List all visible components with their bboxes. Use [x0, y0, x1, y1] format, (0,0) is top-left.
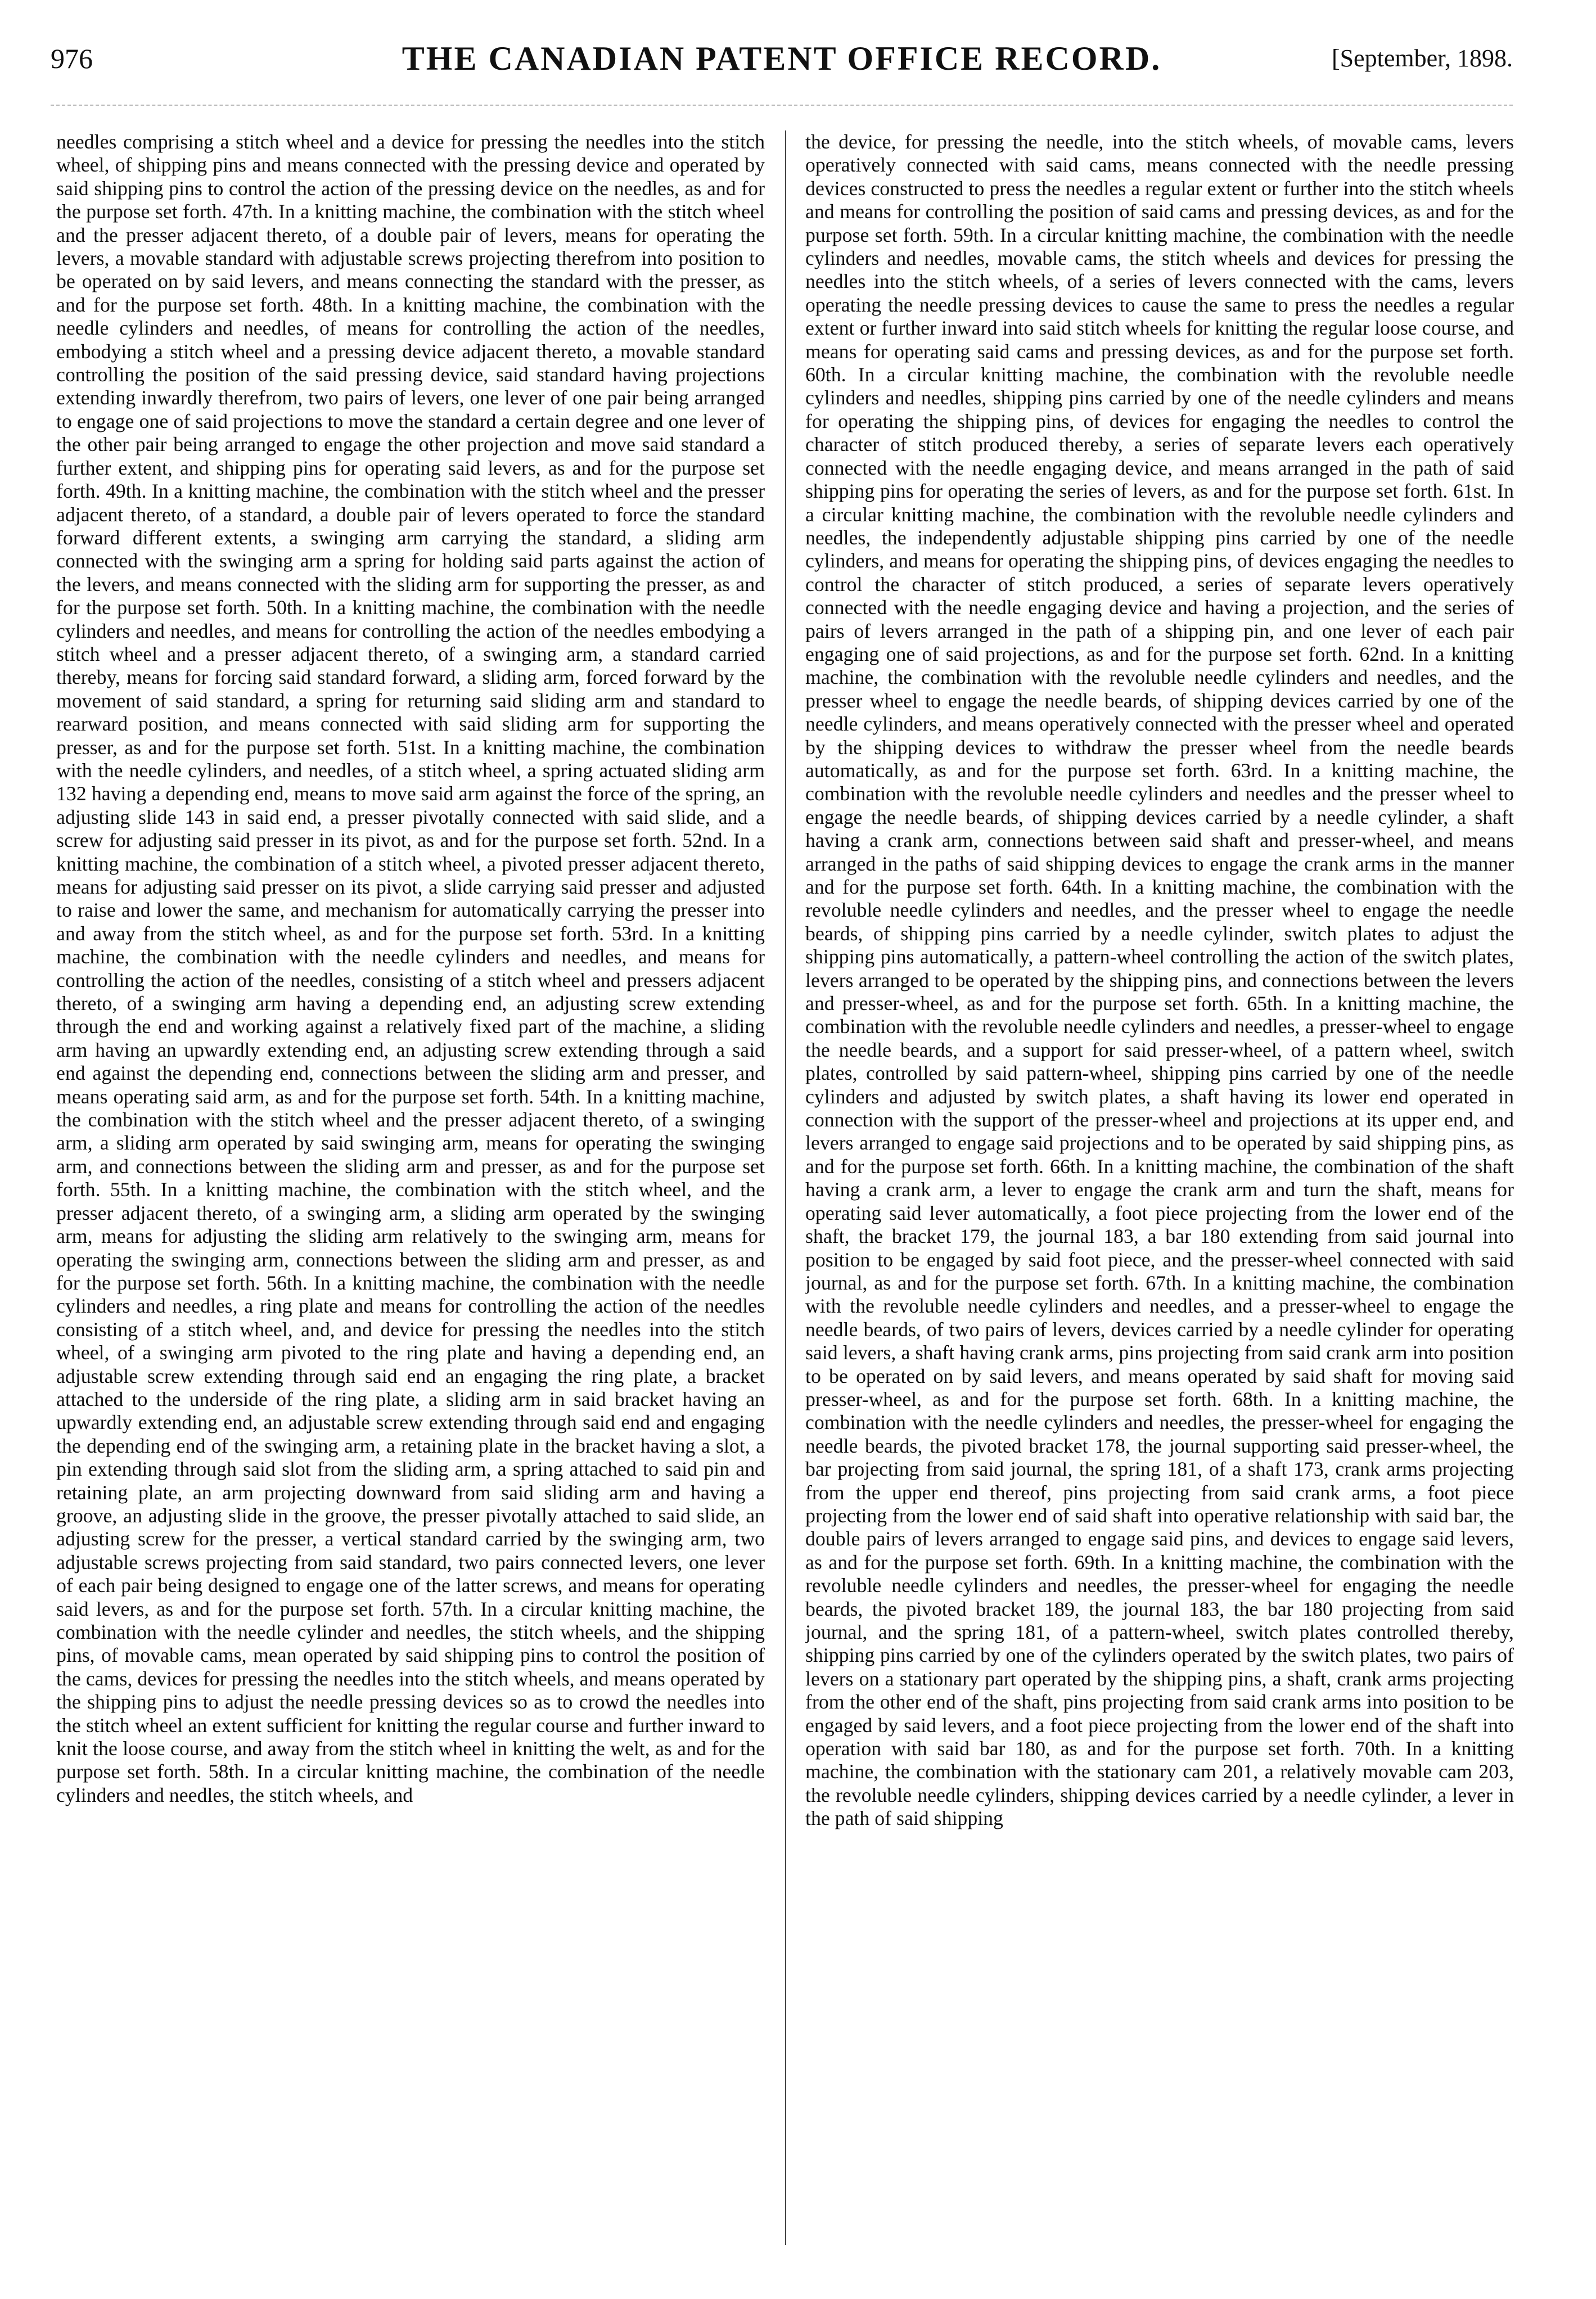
page-number: 976 — [51, 43, 93, 74]
text-column-right — [805, 130, 1514, 2251]
claims-text-right: the device, for pressing the needle, into the stitch wheels, of movable cams, levers operatively connected with said cams, means connected with the needle pressing devices constructed to press the needles a regular extent or further into the stitch wheels and means for controlling the position of said cams and pressing devices, as and for the purpose set forth. 59th. In a circular knitting machine, the combination with the needle cylinders and needles, movable cams, the stitch wheels and devices for pressing the needles into the stitch wheels, of a series of levers connected with the cams, levers operating the needle pressing devices to cause the same to press the needles a regular extent or further inward into said stitch wheels for knitting the regular loose course, and means for operating said cams and pressing devices, as and for the purpose set forth. 60th. In a circular knitting machine, the combination with the revoluble needle cylinders and needles, shipping pins carried by one of the needle cylinders and means for operating the shipping pins, of devices for engaging the needles to control the character of stitch produced thereby, a series of separate levers each operatively connected with the needle engaging device, and means arranged in the path of said shipping pins for operating the series of levers, as and for the purpose set forth. 61st. In a circular knitting machine, the combination with the revoluble needle cylinders and needles, the independently adjustable shipping pins carried by one of the needle cylinders, and means for operating the shipping pins, of devices engaging the needles to control the character of stitch produced, a series of separate levers operatively connected with the needle engaging device and having a projection, and the series of pairs of levers arranged in the path of a shipping pin, and one lever of each pair engaging one of said projections, as and for the purpose set forth. 62nd. In a knitting machine, the combination with the revoluble needle cylinders and needles, and the presser wheel to engage the needle beards, of shipping devices carried by one of the needle cylinders, and means operatively connected with the presser wheel and operated by the shipping devices to withdraw the presser wheel from the needle beards automatically, as and for the purpose set forth. 63rd. In a knitting machine, the combination with the revoluble needle cylinders and needles and the presser wheel to engage the needle beards, of shipping devices carried by a needle cylinder, a shaft having a crank arm, connections between said shaft and presser-wheel, and means arranged in the paths of said shipping devices to engage the crank arms in the manner and for the purpose set forth. 64th. In a knitting machine, the combination with the revoluble needle cylinders and needles, and the presser wheel to engage the needle beards, of shipping pins carried by a needle cylinder, switch plates to adjust the shipping pins automatically, a pattern-wheel controlling the action of the switch plates, levers arranged to be operated by the shipping pins, and connections between the levers and presser-wheel, as and for the purpose set forth. 65th. In a knitting machine, the combination with the revoluble needle cylinders and needles, a presser-wheel to engage the needle beards, and a support for said presser-wheel, of a pattern wheel, switch plates, controlled by said pattern-wheel, shipping pins carried by one of the needle cylinders and adjusted by switch plates, a shaft having its lower end operated in connection with the support of the presser-wheel and projections at its upper end, and levers arranged to engage said projections and to be operated by said shipping pins, as and for the purpose set forth. 66th. In a knitting machine, the combination of the shaft having a crank arm, a lever to engage the crank arm and turn the shaft, means for operating said lever automatically, a foot piece projecting from the lower end of the shaft, the bracket 179, the journal 183, a bar 180 extending from said journal into position to be engaged by said foot piece, and the presser-wheel connected with said journal, as and for the purpose set forth. 67th. In a knitting machine, the combination with the revoluble needle cylinders and needles, and a presser-wheel to engage the needle beards, of two pairs of levers, devices carried by a needle cylinder for operating said levers, a shaft having crank arms, pins projecting from said crank arm into position to be operated on by said levers, and means operated by said shaft for moving said presser-wheel, as and for the purpose set forth. 68th. In a knitting machine, the combination with the needle cylinders and needles, the presser-wheel for engaging the needle beards, the pivoted bracket 178, the journal supporting said presser-wheel, the bar projecting from said journal, the spring 181, of a shaft 173, crank arms projecting from the upper end thereof, pins projecting from said crank arms, a foot piece projecting from the lower end of said shaft into operative relationship with said bar, the double pairs of levers arranged to engage said pins, and devices to engage said levers, as and for the purpose set forth. 69th. In a knitting machine, the combination with the revoluble needle cylinders and needles, the presser-wheel for engaging the needle beards, the pivoted bracket 189, the journal 183, the bar 180 projecting from said journal, and the spring 181, of a pattern-wheel, switch plates controlled thereby, shipping pins carried by one of the cylinders operated by the switch plates, two pairs of levers on a stationary part operated by the shipping pins, a shaft, crank arms projecting from the other end of the shaft, pins projecting from said crank arms into position to be engaged by said levers, and a foot piece projecting from the lower end of the shaft into operation with said bar 180, as and for the purpose set forth. 70th. In a knitting machine, the combination with the stationary cam 201, a relatively movable cam 203, the revoluble needle cylinders, shipping devices carried by a needle cylinder, a lever in the path of said shipping — [805, 130, 1514, 1830]
issue-date: [September, 1898. — [1331, 44, 1513, 72]
page-header — [51, 36, 1513, 81]
journal-title: THE CANADIAN PATENT OFFICE RECORD. — [402, 40, 1162, 77]
header-rule — [51, 105, 1513, 106]
column-divider — [785, 130, 786, 2245]
text-column-left — [56, 130, 765, 2251]
claims-text-left: needles comprising a stitch wheel and a device for pressing the needles into the stitch wheel, of shipping pins and means connected with the pressing device and operated by said shipping pins to control the action of the pressing device on the needles, as and for the purpose set forth. 47th. In a knitting machine, the combination with the stitch wheel and the presser adjacent thereto, of a double pair of levers, means for operating the levers, a movable standard with adjustable screws projecting therefrom into position to be operated on by said levers, and means connecting the standard with the presser, as and for the purpose set forth. 48th. In a knitting machine, the combination with the needle cylinders and needles, of means for controlling the action of the needles, embodying a stitch wheel and a pressing device adjacent thereto, a movable standard controlling the position of the said pressing device, said standard having projections extending inwardly therefrom, two pairs of levers, one lever of one pair being arranged to engage one of said projections to move the standard a certain degree and one lever of the other pair being arranged to engage the other projection and move said standard a further extent, and shipping pins for operating said levers, as and for the purpose set forth. 49th. In a knitting machine, the combination with the stitch wheel and the presser adjacent thereto, of a standard, a double pair of levers operated to force the standard forward different extents, a swinging arm carrying the standard, a sliding arm connected with the swinging arm a spring for holding said parts against the action of the levers, and means connected with the sliding arm for supporting the presser, as and for the purpose set forth. 50th. In a knitting machine, the combination with the needle cylinders and needles, and means for controlling the action of the needles embodying a stitch wheel and a presser adjacent thereto, of a swinging arm, a standard carried thereby, means for forcing said standard forward, a sliding arm, forced forward by the movement of said standard, a spring for returning said sliding arm and standard to rearward position, and means connected with said sliding arm for supporting the presser, as and for the purpose set forth. 51st. In a knitting machine, the combination with the needle cylinders, and needles, of a stitch wheel, a spring actuated sliding arm 132 having a depending end, means to move said arm against the force of the spring, an adjusting slide 143 in said end, a presser pivotally connected with said slide, and a screw for adjusting said presser in its pivot, as and for the purpose set forth. 52nd. In a knitting machine, the combination of a stitch wheel, a pivoted presser adjacent thereto, means for adjusting said presser on its pivot, a slide carrying said presser and adjusted to raise and lower the same, and mechanism for automatically carrying the presser into and away from the stitch wheel, as and for the purpose set forth. 53rd. In a knitting machine, the combination with the needle cylinders and needles, and means for controlling the action of the needles, consisting of a stitch wheel and pressers adjacent thereto, of a swinging arm having a depending end, an adjusting screw extending through the end and working against a relatively fixed part of the machine, a sliding arm having an upwardly extending end, an adjusting screw extending through a said end against the depending end, connections between the sliding arm and presser, and means operating said arm, as and for the purpose set forth. 54th. In a knitting machine, the combination with the stitch wheel and the presser adjacent thereto, of a swinging arm, a sliding arm operated by said swinging arm, means for operating the swinging arm, and connections between the sliding arm and presser, as and for the purpose set forth. 55th. In a knitting machine, the combination with the stitch wheel, and the presser adjacent thereto, of a swinging arm, a sliding arm operated by the swinging arm, means for adjusting the sliding arm relatively to the swinging arm, means for operating the swinging arm, connections between the sliding arm and presser, as and for the purpose set forth. 56th. In a knitting machine, the combination with the needle cylinders and needles, a ring plate and means for controlling the action of the needles consisting of a stitch wheel, and, and device for pressing the needles into the stitch wheel, of a swinging arm pivoted to the ring plate and having a depending end, an adjustable screw extending through said end an engaging the ring plate, a bracket attached to the underside of the ring plate, a sliding arm in said bracket having an upwardly extending end, an adjustable screw extending through said end and engaging the depending end of the swinging arm, a retaining plate in the bracket having a slot, a pin extending through said slot from the sliding arm, a spring attached to said pin and retaining plate, an arm projecting downward from said sliding arm and having a groove, an adjusting slide in the groove, the presser pivotally attached to said slide, an adjusting screw for the presser, a vertical standard carried by the swinging arm, two adjustable screws projecting from said standard, two pairs connected levers, one lever of each pair being designed to engage one of the latter screws, and means for operating said levers, as and for the purpose set forth. 57th. In a circular knitting machine, the combination with the needle cylinder and needles, the stitch wheels, and the shipping pins, of movable cams, mean operated by said shipping pins to control the position of the cams, devices for pressing the needles into the stitch wheels, and means operated by the shipping pins to adjust the needle pressing devices so as to crowd the needles into the stitch wheel an extent sufficient for knitting the regular course and further inward to knit the loose course, and away from the stitch wheel in knitting the welt, as and for the purpose set forth. 58th. In a circular knitting machine, the combination of the needle cylinders and needles, the stitch wheels, and — [56, 130, 765, 1806]
